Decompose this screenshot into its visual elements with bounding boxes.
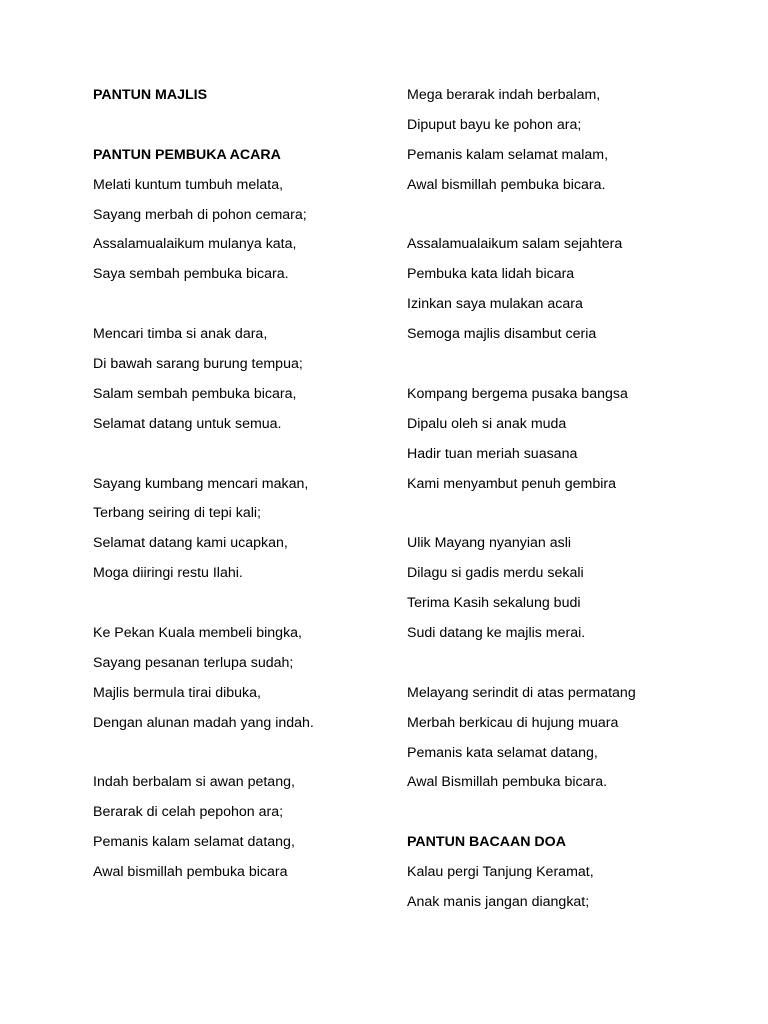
poem-line: Anak manis jangan diangkat; [407,894,590,911]
stanza-spacer [93,592,413,622]
poem-line: Ulik Mayang nyanyian asli [407,535,572,552]
poem-line: Sayang merbah di pohon cemara; [93,206,307,223]
poem-line: Salam sembah pembuka bicara, [93,385,297,402]
stanza-spacer [407,204,727,234]
poem-line: Awal Bismillah pembuka bicara. [407,774,608,791]
poem-line: Pemanis kalam selamat datang, [93,834,295,851]
stanza-spacer [93,114,413,144]
poem-line: Terbang seiring di tepi kali; [93,505,261,522]
stanza-spacer [407,652,727,682]
stanza-spacer [93,742,413,772]
poem-line: Majlis bermula tirai dibuka, [93,684,261,701]
poem-line: Terima Kasih sekalung budi [407,595,581,612]
poem-line: Mencari timba si anak dara, [93,326,268,343]
poem-line: Kompang bergema pusaka bangsa [407,385,628,402]
poem-line: Pemanis kalam selamat malam, [407,146,609,163]
section-heading: PANTUN MAJLIS [93,87,208,103]
poem-line: Awal bismillah pembuka bicara. [407,176,606,193]
poem-line: Melati kuntum tumbuh melata, [93,176,284,193]
poem-line: Melayang serindit di atas permatang [407,684,636,701]
poem-line: Assalamualaikum mulanya kata, [93,236,297,253]
stanza-spacer [93,293,413,323]
poem-line: Awal bismillah pembuka bicara [93,864,288,881]
poem-line: Pemanis kata selamat datang, [407,744,598,761]
poem-line: Saya sembah pembuka bicara. [93,266,289,283]
poem-line: Kalau pergi Tanjung Keramat, [407,864,594,881]
poem-line: Sayang kumbang mencari makan, [93,475,309,492]
stanza-spacer [407,353,727,383]
poem-line: Dipuput bayu ke pohon ara; [407,116,582,133]
poem-line: Dilagu si gadis merdu sekali [407,565,584,582]
poem-line: Dipalu oleh si anak muda [407,415,567,432]
poem-line: Kami menyambut penuh gembira [407,475,616,492]
stanza-spacer [407,801,727,831]
poem-line: Di bawah sarang burung tempua; [93,356,303,373]
poem-line: Pembuka kata lidah bicara [407,266,575,283]
poem-line: Sayang pesanan terlupa sudah; [93,654,294,671]
poem-line: Berarak di celah pepohon ara; [93,804,284,821]
poem-line: Merbah berkicau di hujung muara [407,714,619,731]
poem-line: Moga diiringi restu Ilahi. [93,565,243,582]
left-column [93,84,413,891]
poem-line: Semoga majlis disambut ceria [407,326,597,343]
poem-line: Izinkan saya mulakan acara [407,296,583,313]
poem-line: Assalamualaikum salam sejahtera [407,236,623,253]
poem-line: Ke Pekan Kuala membeli bingka, [93,625,302,642]
poem-line: Dengan alunan madah yang indah. [93,714,314,731]
stanza-spacer [93,443,413,473]
right-column [407,84,727,921]
section-heading: PANTUN PEMBUKA ACARA [93,146,281,163]
stanza-spacer [407,502,727,532]
section-heading: PANTUN BACAAN DOA [407,834,566,851]
poem-line: Selamat datang untuk semua. [93,415,282,432]
poem-line: Mega berarak indah berbalam, [407,87,601,103]
poem-line: Sudi datang ke majlis merai. [407,625,586,642]
poem-line: Hadir tuan meriah suasana [407,445,578,462]
poem-line: Selamat datang kami ucapkan, [93,535,288,552]
poem-line: Indah berbalam si awan petang, [93,774,295,791]
